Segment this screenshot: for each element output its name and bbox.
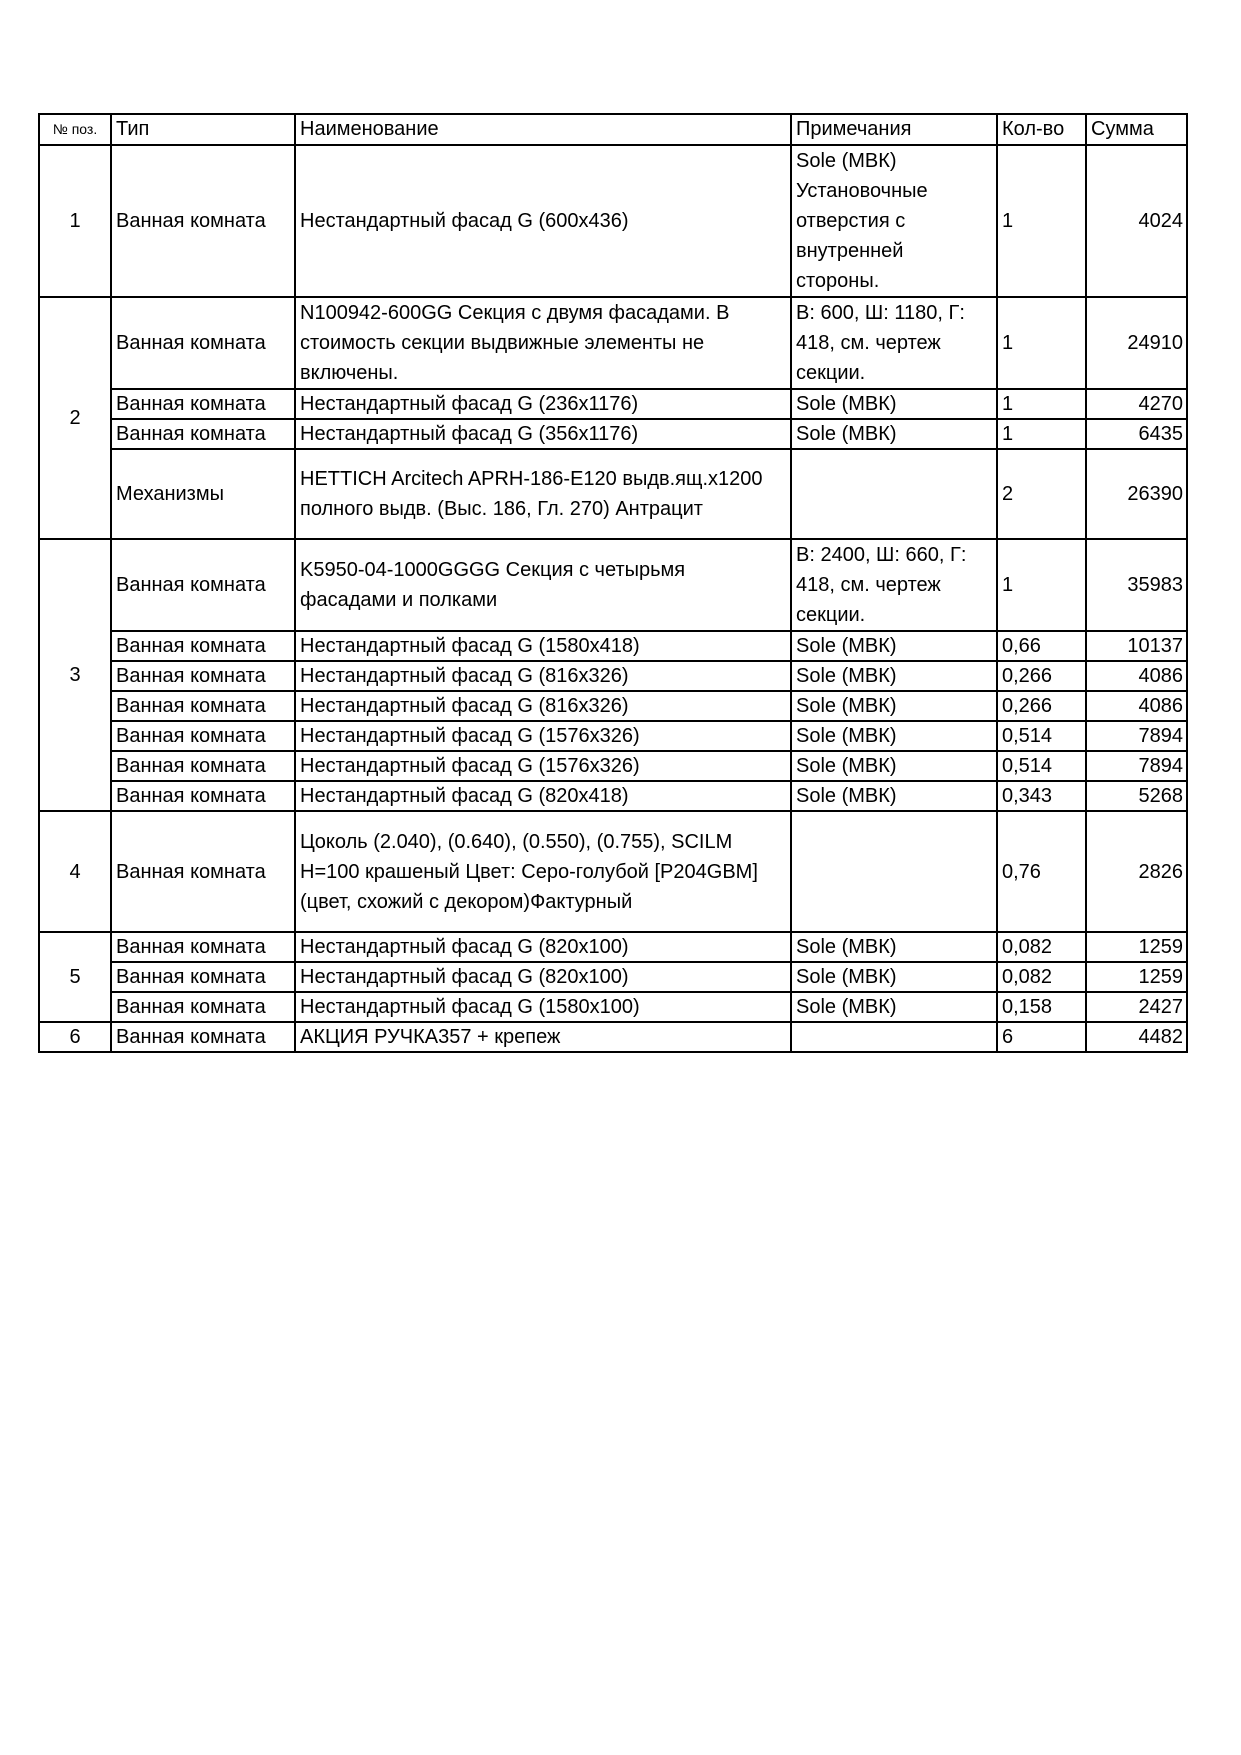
position-number: 3 [39,539,111,811]
item-sum: 24910 [1086,297,1187,389]
item-name: Нестандартный фасад G (816x326) [295,691,791,721]
item-quantity: 0,76 [997,811,1086,932]
header-position: № поз. [39,114,111,145]
item-sum: 26390 [1086,449,1187,539]
item-name: Нестандартный фасад G (1580x100) [295,992,791,1022]
item-quantity: 0,158 [997,992,1086,1022]
item-notes: В: 2400, Ш: 660, Г: 418, см. чертеж секции. [791,539,997,631]
item-type: Механизмы [111,449,295,539]
item-name: Нестандартный фасад G (1576x326) [295,721,791,751]
item-notes: Sole (МВК) [791,751,997,781]
item-name: Цоколь (2.040), (0.640), (0.550), (0.755), SCILM H=100 крашеный Цвет: Серо-голубой [P204GBM] (цвет, схожий с декором)Фактурный [295,811,791,932]
item-sum: 35983 [1086,539,1187,631]
item-notes: Sole (МВК) [791,992,997,1022]
item-type: Ванная комната [111,661,295,691]
table-row [39,691,1187,721]
item-name: Нестандартный фасад G (820x100) [295,932,791,962]
item-name: Нестандартный фасад G (600x436) [295,145,791,297]
item-notes [791,449,997,539]
item-type: Ванная комната [111,932,295,962]
item-notes: Sole (МВК) [791,389,997,419]
item-type: Ванная комната [111,781,295,811]
item-sum: 2427 [1086,992,1187,1022]
item-quantity: 0,266 [997,691,1086,721]
item-quantity: 0,514 [997,721,1086,751]
table-row [39,145,1187,297]
item-sum: 2826 [1086,811,1187,932]
item-notes: Sole (МВК) [791,419,997,449]
item-sum: 1259 [1086,962,1187,992]
header-notes: Примечания [791,114,997,145]
table-row [39,1022,1187,1052]
item-type: Ванная комната [111,811,295,932]
item-sum: 7894 [1086,751,1187,781]
item-sum: 7894 [1086,721,1187,751]
header-sum: Сумма [1086,114,1187,145]
item-quantity: 1 [997,145,1086,297]
item-sum: 10137 [1086,631,1187,661]
table-row [39,631,1187,661]
item-notes [791,811,997,932]
item-name: Нестандартный фасад G (1576x326) [295,751,791,781]
table-row [39,661,1187,691]
item-name: Нестандартный фасад G (820x418) [295,781,791,811]
item-notes: Sole (МВК) [791,932,997,962]
header-quantity: Кол-во [997,114,1086,145]
item-type: Ванная комната [111,962,295,992]
table-row [39,419,1187,449]
item-name: K5950-04-1000GGGG Секция с четырьмя фасадами и полками [295,539,791,631]
item-quantity: 0,66 [997,631,1086,661]
position-number: 2 [39,297,111,539]
table-row [39,992,1187,1022]
item-notes: В: 600, Ш: 1180, Г: 418, см. чертеж секции. [791,297,997,389]
header-name: Наименование [295,114,791,145]
item-name: Нестандартный фасад G (236x1176) [295,389,791,419]
item-notes: Sole (МВК) [791,962,997,992]
item-type: Ванная комната [111,145,295,297]
item-sum: 5268 [1086,781,1187,811]
table-row [39,962,1187,992]
item-sum: 4024 [1086,145,1187,297]
item-type: Ванная комната [111,297,295,389]
table-row [39,751,1187,781]
item-sum: 6435 [1086,419,1187,449]
item-sum: 1259 [1086,932,1187,962]
item-quantity: 6 [997,1022,1086,1052]
item-quantity: 1 [997,389,1086,419]
item-type: Ванная комната [111,631,295,661]
item-quantity: 0,082 [997,932,1086,962]
item-notes: Sole (МВК) [791,661,997,691]
table-row [39,811,1187,932]
item-sum: 4482 [1086,1022,1187,1052]
item-quantity: 0,082 [997,962,1086,992]
item-type: Ванная комната [111,1022,295,1052]
position-number: 4 [39,811,111,932]
item-sum: 4270 [1086,389,1187,419]
position-number: 6 [39,1022,111,1052]
header-row [39,114,1187,145]
item-quantity: 1 [997,419,1086,449]
item-quantity: 0,343 [997,781,1086,811]
item-sum: 4086 [1086,691,1187,721]
item-notes: Sole (МВК) Установочные отверстия с внутренней стороны. [791,145,997,297]
table-row [39,389,1187,419]
item-notes [791,1022,997,1052]
item-type: Ванная комната [111,419,295,449]
item-name: Нестандартный фасад G (820x100) [295,962,791,992]
item-name: Нестандартный фасад G (816x326) [295,661,791,691]
item-notes: Sole (МВК) [791,691,997,721]
table-row [39,932,1187,962]
item-type: Ванная комната [111,721,295,751]
item-type: Ванная комната [111,751,295,781]
table-row [39,297,1187,389]
item-quantity: 0,514 [997,751,1086,781]
item-notes: Sole (МВК) [791,721,997,751]
position-number: 1 [39,145,111,297]
item-type: Ванная комната [111,691,295,721]
item-quantity: 2 [997,449,1086,539]
item-quantity: 0,266 [997,661,1086,691]
item-name: HETTICH Arcitech APRH-186-E120 выдв.ящ.x1200 полного выдв. (Выс. 186, Гл. 270) Антрацит [295,449,791,539]
specification-table [38,113,1188,1053]
table-row [39,449,1187,539]
item-type: Ванная комната [111,389,295,419]
header-type: Тип [111,114,295,145]
item-notes: Sole (МВК) [791,781,997,811]
item-quantity: 1 [997,539,1086,631]
position-number: 5 [39,932,111,1022]
item-name: АКЦИЯ РУЧКА357 + крепеж [295,1022,791,1052]
item-quantity: 1 [997,297,1086,389]
table-row [39,539,1187,631]
item-sum: 4086 [1086,661,1187,691]
table-row [39,721,1187,751]
item-name: Нестандартный фасад G (356x1176) [295,419,791,449]
item-type: Ванная комната [111,992,295,1022]
table-row [39,781,1187,811]
item-name: Нестандартный фасад G (1580x418) [295,631,791,661]
item-notes: Sole (МВК) [791,631,997,661]
item-type: Ванная комната [111,539,295,631]
item-name: N100942-600GG Секция с двумя фасадами. В стоимость секции выдвижные элементы не включены. [295,297,791,389]
